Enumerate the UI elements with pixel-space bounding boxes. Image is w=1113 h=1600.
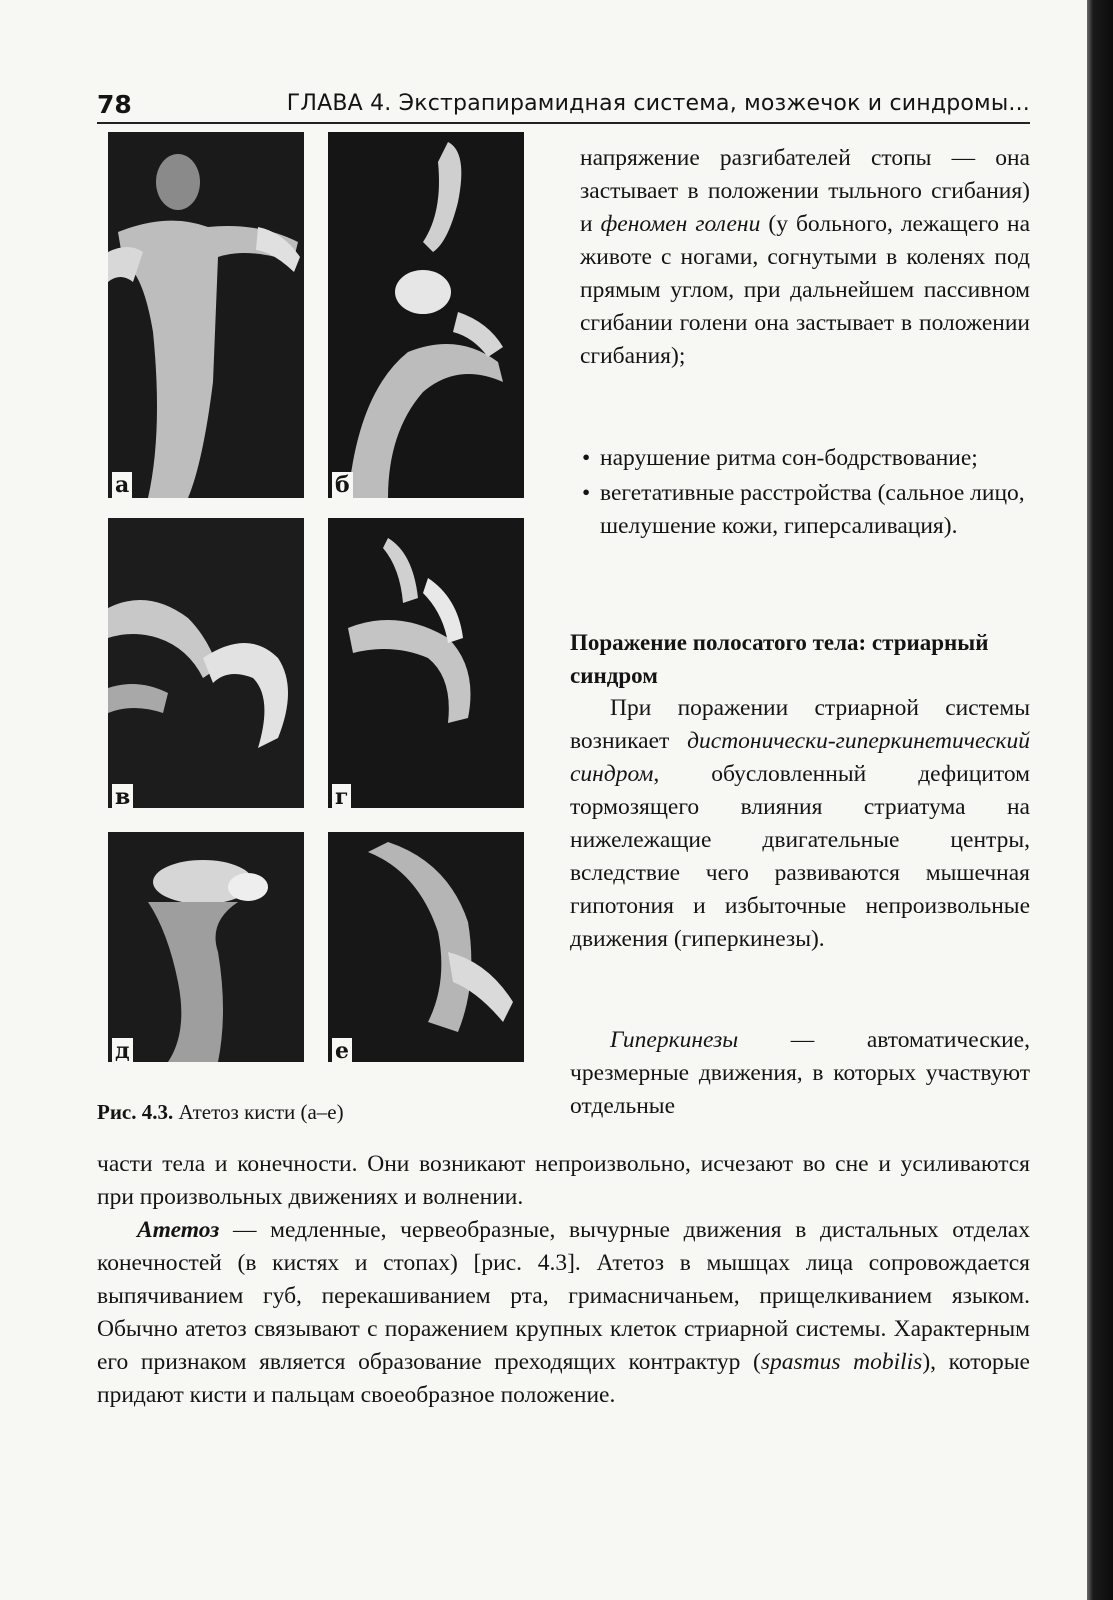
photo-panel-e [328, 832, 524, 1062]
para3-continuation: части тела и конечности. Они возникают непроизвольно, исчезают во сне и усиливаются при произвольных движениях и волнении. [97, 1150, 1030, 1210]
para1-text-b: (у больного, лежащего на животе с ногами, согнутыми в коленях под прямым углом, при дальнейшем пассивном сгибании голени она застывает в положении сгибания); [580, 211, 1031, 369]
panel-label-g: г [332, 784, 351, 810]
para2-term: дистонически-гиперкинетический синдром [570, 728, 1030, 787]
column-paragraph-1 [580, 142, 1030, 373]
bullet-list [580, 442, 1030, 545]
para3-term: Гиперкинезы [610, 1027, 739, 1053]
photo-panel-v [108, 518, 304, 808]
panel-label-e: е [332, 1038, 352, 1064]
running-title: ГЛАВА 4. Экстрапирамидная система, мозжечок и синдромы... [286, 91, 1030, 116]
para1-term: феномен голени [600, 211, 761, 237]
page-edge-shadow [1087, 0, 1113, 1600]
para1-text-a: напряжение разгибателей стопы — она застывает в положении тыльного сгибания) и [580, 145, 1030, 237]
caption-number: Рис. 4.3. [97, 1100, 174, 1124]
panel-label-d: д [112, 1038, 133, 1064]
list-item: • вегетативные расстройства (сальное лицо, шелушение кожи, гиперсаливация). [580, 477, 1030, 543]
para2-text-a: При поражении стриарной системы возникает [570, 695, 1030, 754]
para4-text-a: — медленные, червеобразные, вычурные движения в дистальных отделах конечностей (в кистях и стопах) [рис. 4.3]. Атетоз в мышцах лица сопровождается выпячиванием губ, перекашиванием рта, гримасничаньем, прищелкиванием языком. Обычно атетоз связывают с поражением крупных клеток стриарной системы. Характерным его признаком является образование преходящих контрактур ( [97, 1216, 1030, 1375]
photo-panel-d [108, 832, 304, 1062]
panel-label-b: б [332, 472, 353, 498]
photo-panel-b [328, 132, 524, 498]
photo-panel-a [108, 132, 304, 498]
fullwidth-paragraph-4 [97, 1190, 1030, 1435]
para2-text-b: , обусловленный дефицитом тормозящего влияния стриатума на нижележащие двигательные центры, вследствие чего развиваются мышечная гипотония и избыточные непроизвольные движения (гиперкинезы). [570, 761, 1030, 952]
figure-caption [97, 1100, 344, 1125]
page-header [97, 88, 1030, 124]
para3-text-a: — автоматические, чрезмерные движения, в которых участвуют отдельные [570, 1027, 1030, 1119]
panel-label-v: в [112, 784, 133, 810]
list-item: • нарушение ритма сон-бодрствование; [580, 442, 1030, 475]
para4-latin: spasmus mobilis [760, 1348, 923, 1375]
figure-4-3 [108, 132, 538, 1082]
para4-text-b: ), которые придают кисти и пальцам своеобразное положение. [97, 1348, 1030, 1408]
caption-text: Атетоз кисти (а–е) [173, 1100, 344, 1124]
section-heading: Поражение полосатого тела: стриарный синдром [570, 630, 989, 688]
para4-term: Атетоз [137, 1216, 220, 1243]
column-paragraph-2 [570, 692, 1030, 956]
page-number: 78 [97, 90, 132, 119]
photo-panel-g [328, 518, 524, 808]
column-paragraph-3 [570, 1024, 1030, 1123]
panel-label-a: а [112, 472, 132, 498]
